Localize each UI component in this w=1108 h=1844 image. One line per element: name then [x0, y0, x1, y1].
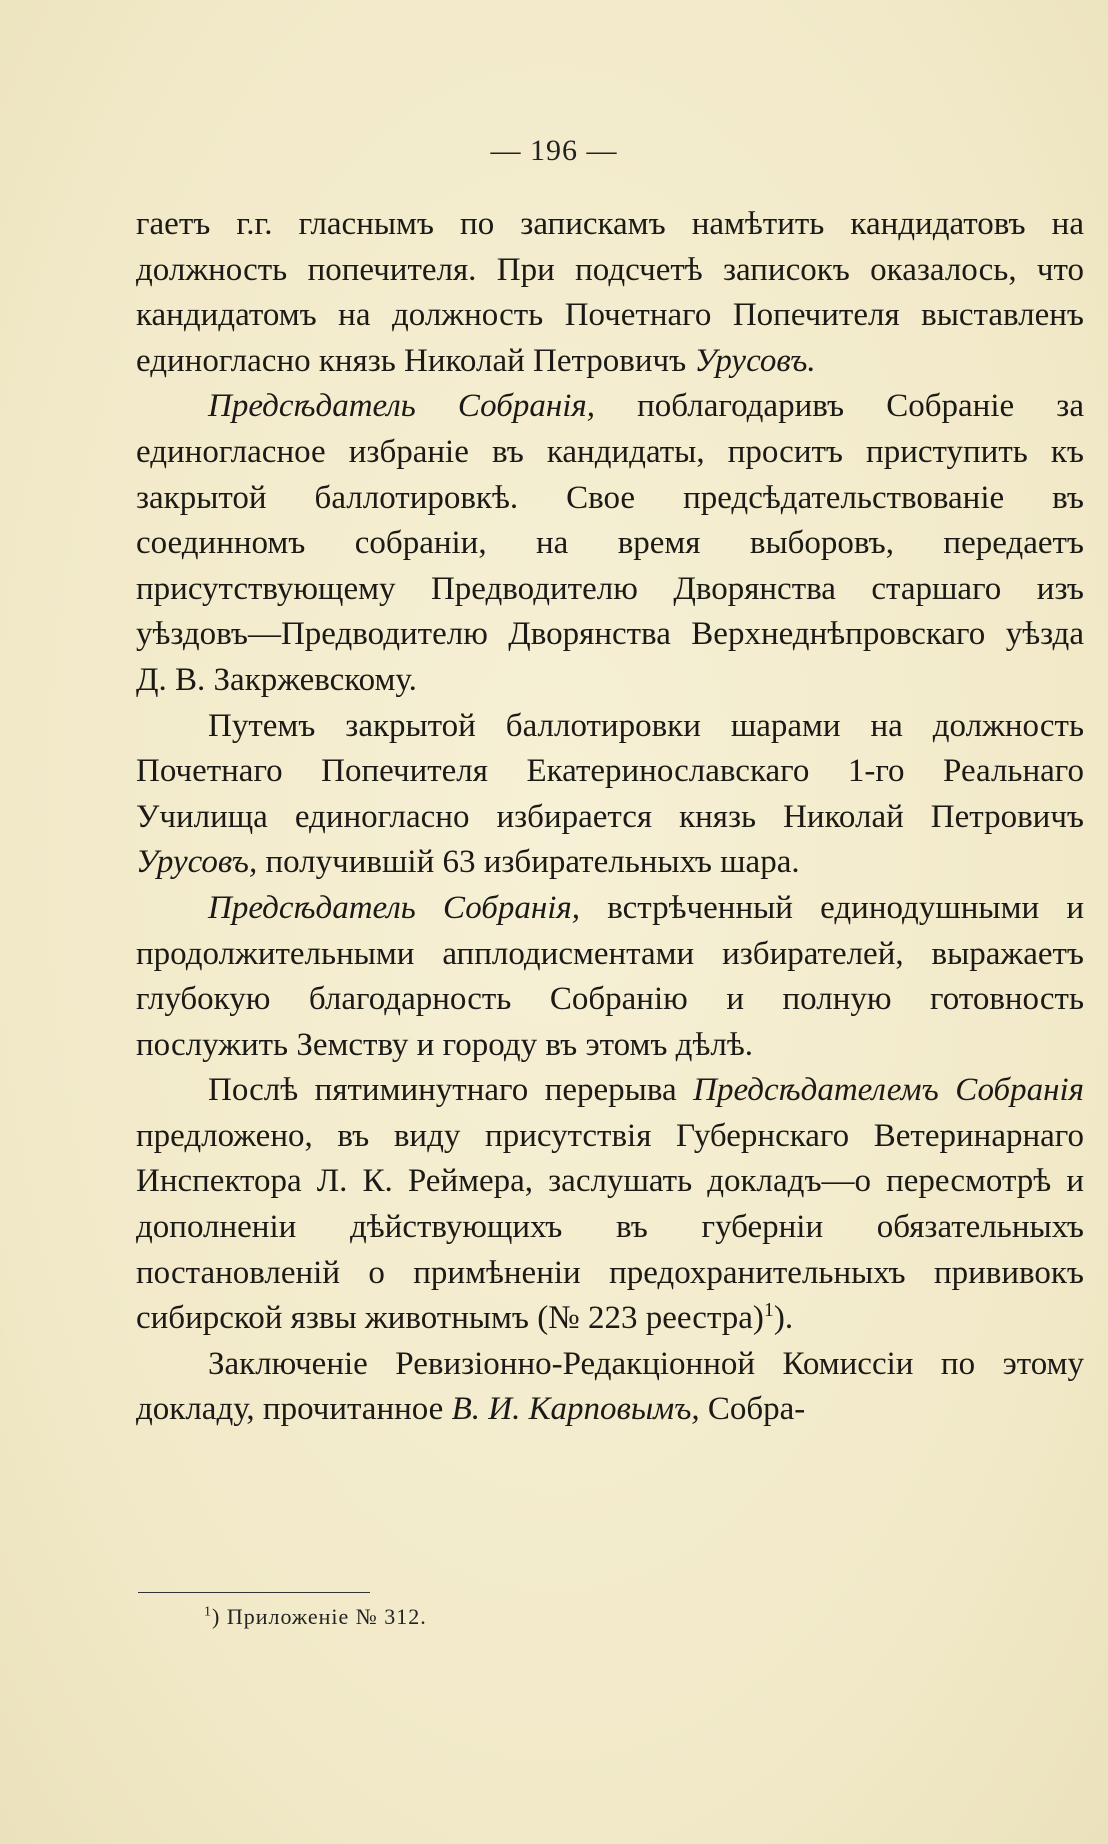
body-text — [136, 202, 1084, 1433]
paragraph — [136, 1342, 1084, 1433]
paragraph — [136, 704, 1084, 886]
text-segment: предложено, въ виду присутствія Губернскаго Ветеринарнаго Инспектора Л. К. Реймера, заслушать докладъ—о пересмотрѣ и дополненіи дѣйствующихъ въ губерніи обязательныхъ постановленій о примѣненіи предохранительныхъ прививокъ сибирской язвы животнымъ (№ 223 реестра) — [136, 1117, 1084, 1337]
italic-text: Урусовъ, — [136, 844, 258, 881]
paragraph — [136, 384, 1084, 703]
text-segment: Заключеніе Ревизіонно-Редакціонной Комиссіи по этому докладу, прочитанное — [136, 1345, 1084, 1428]
page-number: — 196 — — [490, 134, 618, 167]
footnote-mark: 1 — [204, 1604, 212, 1620]
paragraph — [136, 886, 1084, 1068]
italic-text: Предсѣдатель Собранія, — [208, 889, 581, 926]
text-segment: гаетъ г.г. гласнымъ по запискамъ намѣтить кандидатовъ на должность попечителя. При подсчетѣ записокъ оказалось, что кандидатомъ на должность Почетнаго Попечителя выставленъ единогласно князь Николай Петровичъ — [136, 206, 1084, 379]
paragraph — [136, 202, 1084, 384]
text-segment: встрѣченный единодушными и продолжительными апплодисментами избирателей, выражаетъ глубокую благодарность Собранію и полную готовность послужить Земству и городу въ этомъ дѣлѣ. — [136, 889, 1085, 1063]
italic-text: Урусовъ. — [694, 342, 816, 379]
footnote-reference: 1 — [763, 1299, 774, 1322]
text-segment: Собра- — [699, 1391, 806, 1428]
footnote-text: ) Приложеніе № 312. — [212, 1604, 427, 1629]
text-segment: ). — [773, 1300, 794, 1337]
italic-text: В. И. Карповымъ, — [451, 1391, 700, 1428]
text-segment: поблагодаривъ Собраніе за единогласное избраніе въ кандидаты, проситъ приступить къ закрытой баллотировкѣ. Свое предсѣдательствованіе въ соединномъ собраніи, на время выборовъ, передаетъ присутствующему Предводителю Дворянства старшаго изъ уѣздовъ—Предводителю Дворянства Верхнеднѣпровскаго уѣзда Д. В. Закржевскому. — [136, 388, 1084, 698]
footnote-divider — [138, 1592, 370, 1593]
footnote — [204, 1604, 427, 1630]
italic-text: Предсѣдателемъ Собранія — [693, 1072, 1084, 1109]
text-segment: Послѣ пятиминутнаго перерыва — [208, 1072, 694, 1109]
italic-text: Предсѣдатель Собранія, — [208, 388, 595, 425]
paragraph — [136, 1068, 1084, 1342]
text-segment: Путемъ закрытой баллотировки шарами на должность Почетнаго Попечителя Екатеринославскаго 1-го Реальнаго Училища единогласно избирается князь Николай Петровичъ — [136, 707, 1084, 835]
text-segment: получившій 63 избирательныхъ шара. — [257, 844, 800, 881]
